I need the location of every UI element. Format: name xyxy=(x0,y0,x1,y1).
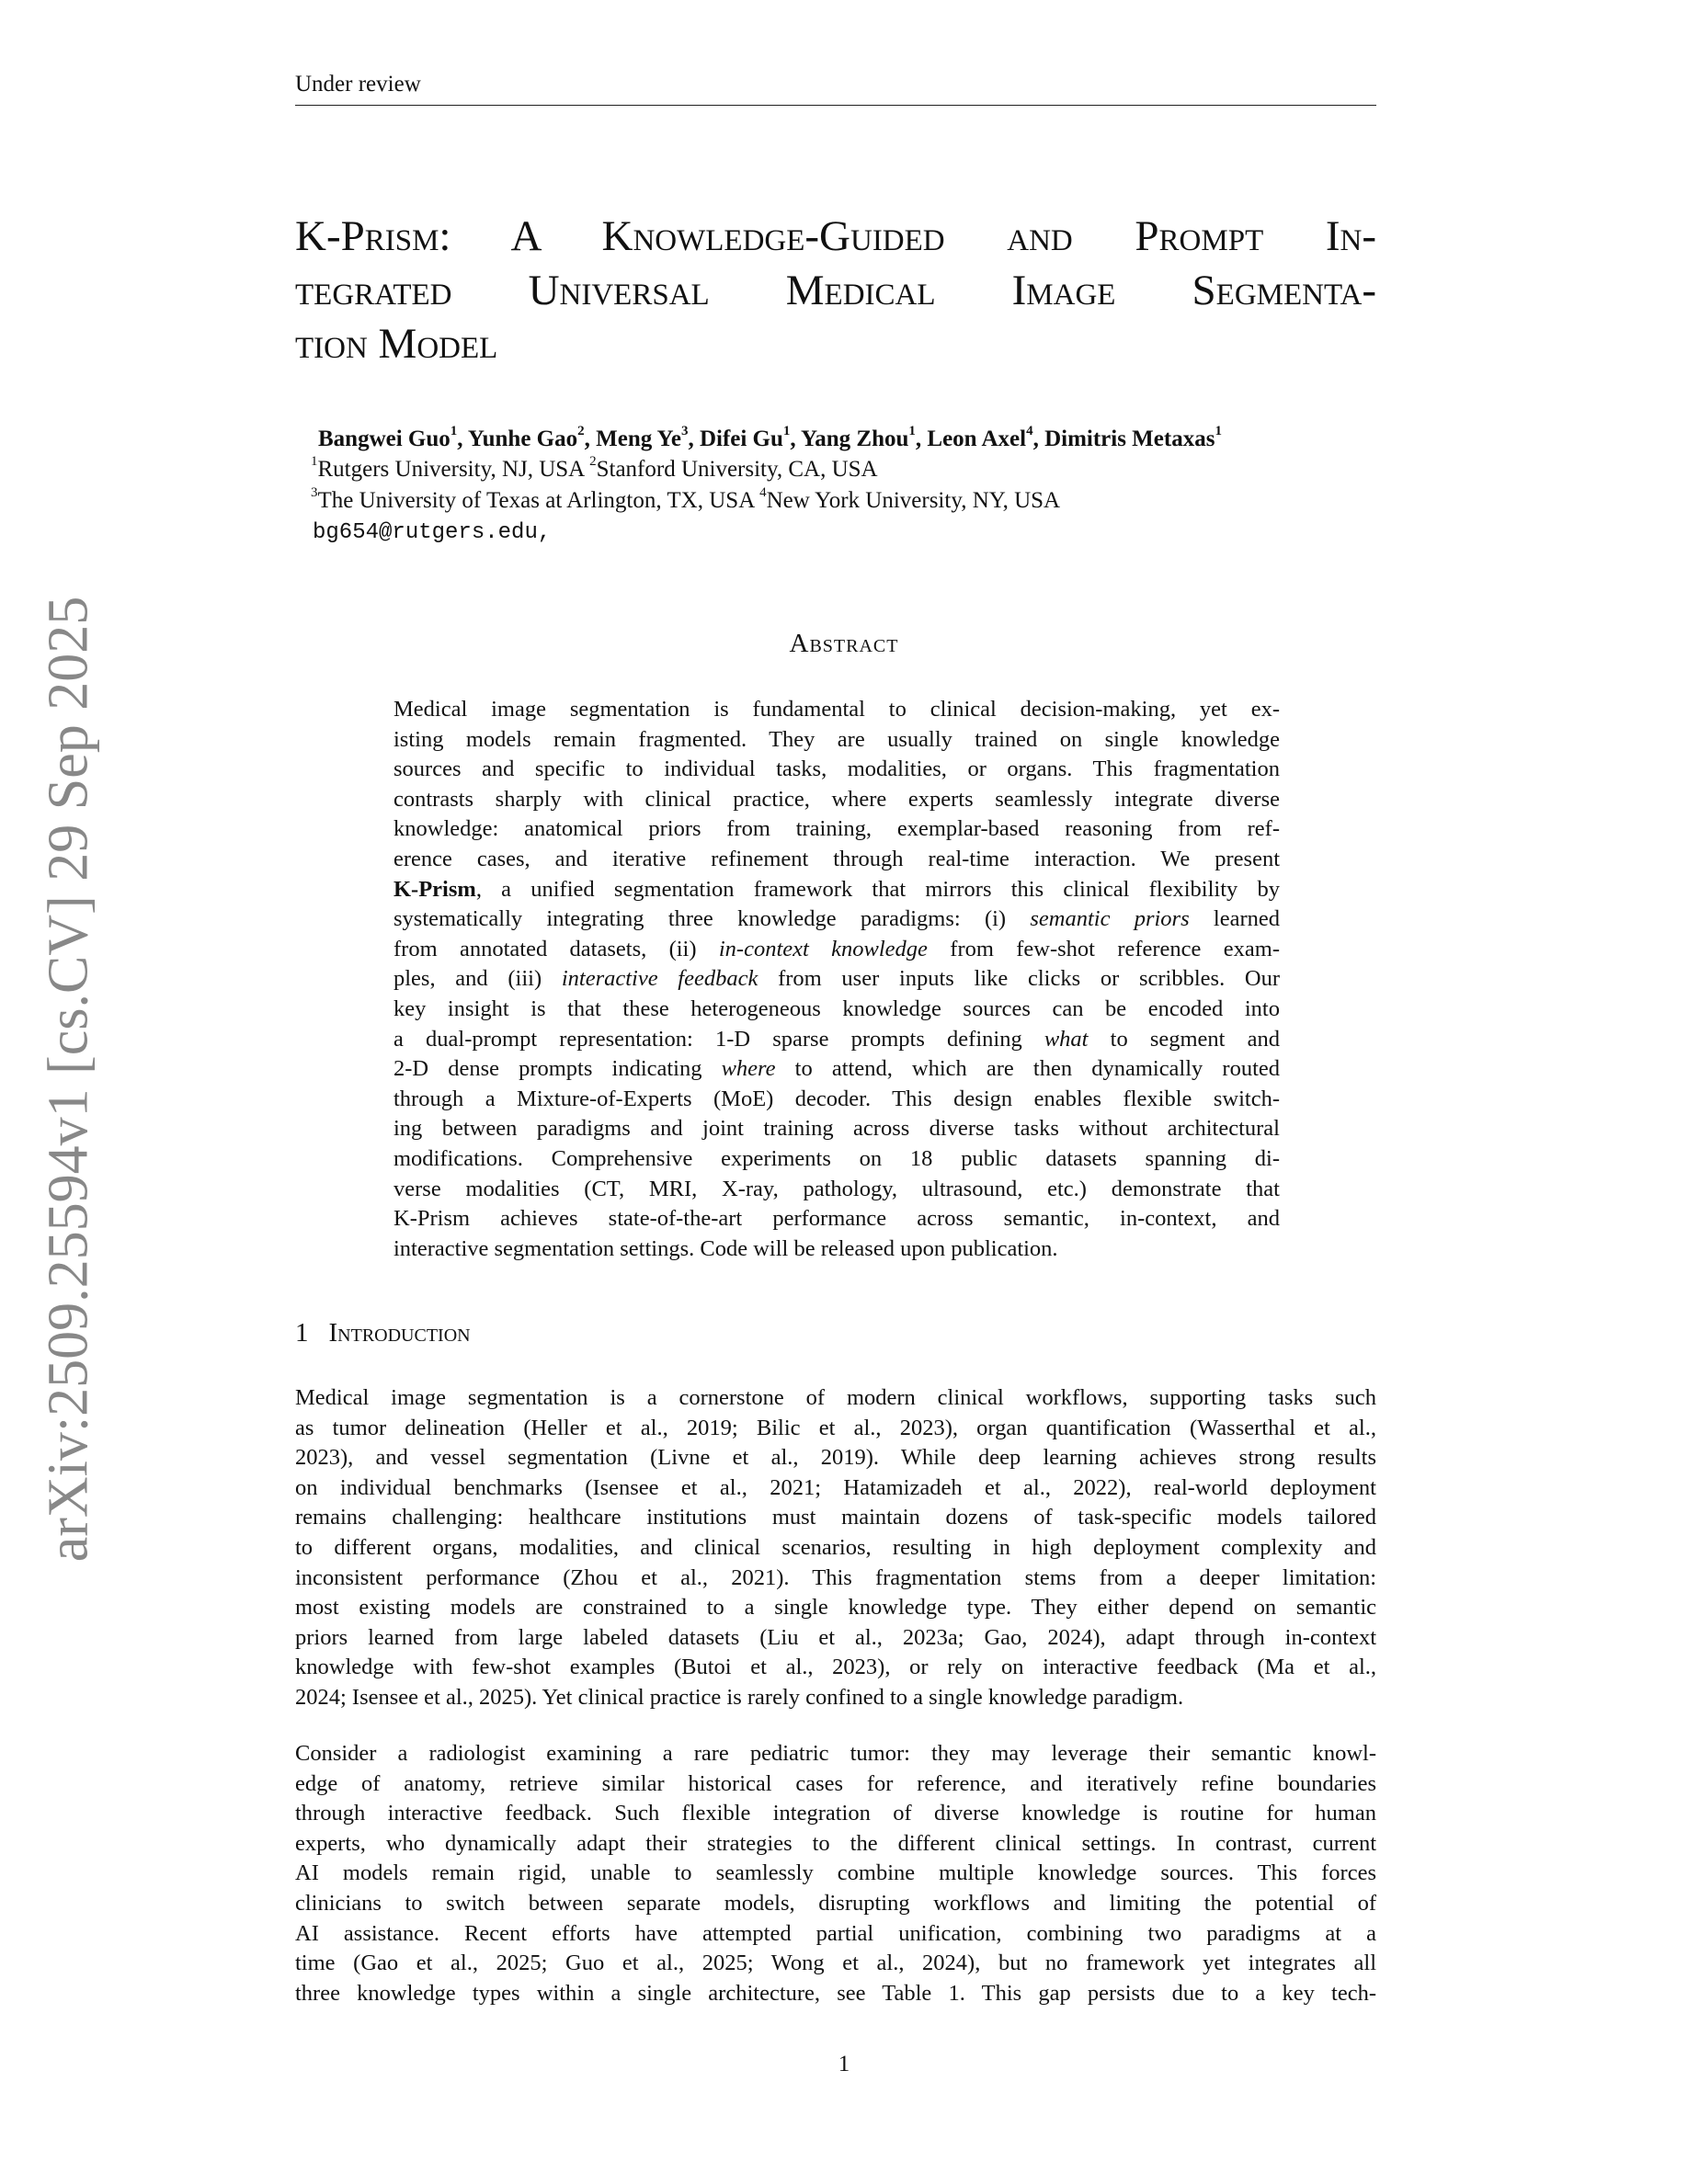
text: isting models remain fragmented. They are usually trained on single knowledge xyxy=(393,726,1280,752)
author-name: Meng Ye xyxy=(596,427,681,451)
author-name: Bangwei Guo xyxy=(318,427,451,451)
title-line: tegrated Universal Medical Image Segmenta- xyxy=(295,266,1376,314)
text: sources and specific to individual tasks, modalities, or organs. This fragmentation xyxy=(393,756,1280,782)
text: Medical image segmentation is fundamental to clinical decision-making, yet ex- xyxy=(393,697,1280,722)
author-name: Yunhe Gao xyxy=(467,427,578,451)
abstract-line xyxy=(393,1234,1280,1265)
affiliation-line xyxy=(311,454,878,483)
abstract-line xyxy=(393,904,1280,935)
abstract-line xyxy=(393,785,1280,815)
text: systematically integrating three knowledge paradigms: (i) xyxy=(393,906,1031,932)
text: learned xyxy=(1189,906,1280,932)
italic-text: semantic priors xyxy=(1030,906,1190,932)
text: from user inputs like clicks or scribbles. Our xyxy=(758,966,1281,992)
affiliation: New York University, NY, USA xyxy=(766,488,1061,513)
abstract-line xyxy=(393,695,1280,725)
author-name: Yang Zhou xyxy=(800,427,909,451)
abstract-heading: Abstract xyxy=(789,629,899,658)
abstract-line xyxy=(393,995,1280,1025)
affiliation-marker: 4 xyxy=(1026,424,1033,438)
text: K-Prism achieves state-of-the-art performance across semantic, in-context, and xyxy=(393,1206,1280,1232)
text: from few-shot reference exam- xyxy=(927,936,1280,961)
abstract-line xyxy=(393,1204,1280,1234)
affiliation-marker: 2 xyxy=(589,454,597,469)
abstract-line xyxy=(393,935,1280,965)
abstract-line xyxy=(393,725,1280,756)
author-name: Leon Axel xyxy=(927,427,1027,451)
section-number: 1 xyxy=(295,1318,309,1348)
paragraph-line: through interactive feedback. Such flexible integration of diverse knowledge is routine for human xyxy=(295,1801,1376,1826)
affiliation-marker: 4 xyxy=(759,485,767,500)
affiliation-marker: 1 xyxy=(450,424,458,438)
affiliation-marker: 2 xyxy=(577,424,585,438)
abstract-line xyxy=(393,755,1280,785)
paragraph-line: remains challenging: healthcare institutions must maintain dozens of task-specific models tailored xyxy=(295,1505,1376,1530)
paragraph-line: 2023), and vessel segmentation (Livne et al., 2019). While deep learning achieves strong results xyxy=(295,1445,1376,1471)
affiliation: The University of Texas at Arlington, TX, USA xyxy=(317,488,760,513)
abstract-line xyxy=(393,1175,1280,1205)
paper-title xyxy=(295,210,1376,371)
italic-text: where xyxy=(721,1056,776,1082)
text: to segment and xyxy=(1088,1026,1280,1052)
paragraph-line: time (Gao et al., 2025; Guo et al., 2025; Wong et al., 2024), but no framework yet integrates all xyxy=(295,1951,1376,1976)
paragraph-line: to different organs, modalities, and clinical scenarios, resulting in high deployment complexity and xyxy=(295,1534,1376,1560)
intro-paragraph-2 xyxy=(295,1739,1376,2008)
paragraph-line: Consider a radiologist examining a rare pediatric tumor: they may leverage their semantic knowl- xyxy=(295,1741,1376,1766)
text: ples, and (iii) xyxy=(393,966,562,992)
italic-text: in-context knowledge xyxy=(718,936,928,961)
arxiv-stamp[interactable]: arXiv:2509.25594v1 [cs.CV] 29 Sep 2025 xyxy=(37,596,100,1563)
author-name: Dimitris Metaxas xyxy=(1044,427,1215,451)
intro-paragraph-1 xyxy=(295,1383,1376,1713)
bold-text: K-Prism xyxy=(393,876,476,902)
abstract-line xyxy=(393,1114,1280,1144)
abstract-line xyxy=(393,1025,1280,1055)
paragraph-line: priors learned from large labeled datasets (Liu et al., 2023a; Gao, 2024), adapt through in-context xyxy=(295,1624,1376,1650)
paragraph-line: 2024; Isensee et al., 2025). Yet clinical practice is rarely confined to a single knowledge paradigm. xyxy=(295,1684,1184,1710)
author-list: Bangwei Guo$^1$, Yunhe Gao$^2$, Meng Ye$^3$, Difei Gu$^1$, Yang Zhou$^1$, Leon Axel$^4$, Dimitris Metaxas$^1$ xyxy=(318,424,1222,451)
text: , a unified segmentation framework that mirrors this clinical flexibility by xyxy=(475,876,1280,902)
affiliation-marker: 1 xyxy=(1215,424,1222,438)
abstract-line xyxy=(393,1054,1280,1085)
paragraph-line: knowledge with few-shot examples (Butoi et al., 2023), or rely on interactive feedback (Ma et al., xyxy=(295,1655,1376,1680)
paragraph-line: edge of anatomy, retrieve similar historical cases for reference, and iteratively refine boundaries xyxy=(295,1770,1376,1796)
italic-text: interactive feedback xyxy=(561,966,758,992)
text: from annotated datasets, (ii) xyxy=(393,936,719,961)
header-rule xyxy=(295,105,1376,106)
abstract-line xyxy=(393,964,1280,995)
paragraph-line: most existing models are constrained to a single knowledge type. They either depend on semantic xyxy=(295,1595,1376,1621)
text: contrasts sharply with clinical practice, where experts seamlessly integrate diverse xyxy=(393,786,1280,812)
affiliation: Stanford University, CA, USA xyxy=(596,457,878,482)
page-number: 1 xyxy=(838,2052,850,2076)
text: key insight is that these heterogeneous knowledge sources can be encoded into xyxy=(393,995,1280,1021)
paragraph-line: inconsistent performance (Zhou et al., 2021). This fragmentation stems from a deeper limitation: xyxy=(295,1564,1376,1590)
affiliation-marker: 1 xyxy=(908,424,916,438)
section-heading-introduction xyxy=(295,1318,471,1348)
text: a dual-prompt representation: 1-D sparse prompts defining xyxy=(393,1026,1044,1052)
author-email[interactable]: bg654@rutgers.edu, xyxy=(313,520,552,545)
abstract-line xyxy=(393,1085,1280,1115)
text: modifications. Comprehensive experiments on 18 public datasets spanning di- xyxy=(393,1145,1280,1171)
paragraph-line: AI assistance. Recent efforts have attempted partial unification, combining two paradigms at a xyxy=(295,1920,1376,1946)
abstract-line xyxy=(393,845,1280,875)
paragraph-line: AI models remain rigid, unable to seamlessly combine multiple knowledge sources. This forces xyxy=(295,1860,1376,1886)
paragraph-line: three knowledge types within a single architecture, see Table 1. This gap persists due to a key tech- xyxy=(295,1980,1376,2006)
abstract-body xyxy=(393,695,1280,1264)
text: erence cases, and iterative refinement through real-time interaction. We present xyxy=(393,846,1280,871)
text: through a Mixture-of-Experts (MoE) decoder. This design enables flexible switch- xyxy=(393,1086,1280,1111)
paragraph-line: on individual benchmarks (Isensee et al., 2021; Hatamizadeh et al., 2022), real-world deployment xyxy=(295,1474,1376,1500)
text: knowledge: anatomical priors from training, exemplar-based reasoning from ref- xyxy=(393,816,1280,842)
paragraph-line: Medical image segmentation is a cornerstone of modern clinical workflows, supporting tasks such xyxy=(295,1385,1376,1410)
author-name: Difei Gu xyxy=(699,427,783,451)
italic-text: what xyxy=(1044,1026,1089,1052)
text: to attend, which are then dynamically routed xyxy=(775,1056,1280,1082)
text: verse modalities (CT, MRI, X-ray, pathology, ultrasound, etc.) demonstrate that xyxy=(393,1176,1280,1201)
text: 2-D dense prompts indicating xyxy=(393,1056,722,1082)
text: interactive segmentation settings. Code will be released upon publication. xyxy=(393,1235,1058,1261)
affiliation: Rutgers University, NJ, USA xyxy=(317,457,590,482)
running-header: Under review xyxy=(295,72,421,97)
section-title: Introduction xyxy=(328,1318,471,1348)
title-line: K-Prism: A Knowledge-Guided and Prompt In- xyxy=(295,212,1376,260)
affiliation-marker: 1 xyxy=(782,424,791,438)
abstract-line xyxy=(393,814,1280,845)
abstract-line xyxy=(393,1144,1280,1175)
paragraph-line: as tumor delineation (Heller et al., 2019; Bilic et al., 2023), organ quantification (Wasserthal et al., xyxy=(295,1415,1376,1440)
text: ing between paradigms and joint training across diverse tasks without architectural xyxy=(393,1116,1280,1142)
affiliation-marker: 1 xyxy=(311,454,318,469)
affiliation-marker: 3 xyxy=(311,485,318,500)
abstract-line xyxy=(393,875,1280,905)
affiliation-line xyxy=(311,485,1061,514)
affiliation-marker: 3 xyxy=(680,424,689,438)
paragraph-line: experts, who dynamically adapt their strategies to the different clinical settings. In contrast, current xyxy=(295,1830,1376,1856)
paragraph-line: clinicians to switch between separate models, disrupting workflows and limiting the potential of xyxy=(295,1890,1376,1916)
title-line: tion Model xyxy=(295,320,498,368)
